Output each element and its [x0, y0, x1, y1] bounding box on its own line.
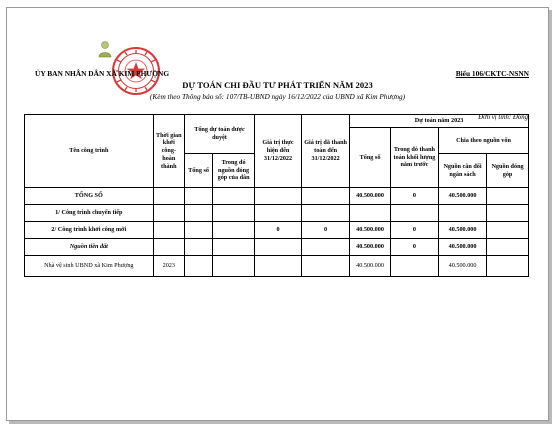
cell-name: 1/ Công trình chuyển tiếp	[25, 205, 154, 222]
cell-tdt-dan	[213, 205, 255, 222]
header-nguon-can-doi: Nguồn cân đối ngân sách	[439, 154, 487, 188]
cell-thuc-hien: 0	[255, 222, 302, 239]
cell-tdt-total	[184, 188, 212, 205]
header-tong-du-toan: Tổng dự toán được duyệt	[184, 115, 254, 154]
cell-time	[153, 222, 184, 239]
table-row	[25, 205, 529, 222]
cell-name: 2/ Công trình khởi công mới	[25, 222, 154, 239]
cell-dt-total: 40.500.000	[350, 222, 391, 239]
header-chia-theo-nguon: Chia theo nguồn vốn	[439, 128, 529, 154]
document-subtitle: (Kèm theo Thông báo số: 107/TB-UBND ngày 16/12/2022 của UBND xã Kim Phượng)	[149, 92, 406, 101]
cell-thuc-hien	[255, 256, 302, 277]
cell-time	[153, 188, 184, 205]
cell-tdt-dan	[213, 239, 255, 256]
cell-ncd: 40.500.000	[439, 188, 487, 205]
header-trong-do-dong-gop: Trong đó nguồn đóng góp của dân	[213, 154, 255, 188]
cell-dt-klnt: 0	[390, 239, 438, 256]
cell-time: 2023	[153, 256, 184, 277]
cell-thuc-hien	[255, 205, 302, 222]
cell-thanh-toan	[302, 188, 350, 205]
cell-name: Nguồn tiền đất	[25, 239, 154, 256]
cell-tdt-dan	[213, 222, 255, 239]
cell-dt-total: 40.500.000	[350, 239, 391, 256]
cell-ncd	[439, 205, 487, 222]
organization-name: ỦY BAN NHÂN DÂN XÃ KIM PHƯỢNG	[35, 69, 170, 78]
cell-dt-total	[350, 205, 391, 222]
form-code: Biểu 106/CKTC-NSNN	[455, 69, 529, 78]
table-row	[25, 256, 529, 277]
cell-thanh-toan	[302, 205, 350, 222]
cell-tdt-dan	[213, 188, 255, 205]
table-row	[25, 222, 529, 239]
header-gia-tri-thanh-toan: Giá trị đã thanh toán đến 31/12/2022	[302, 115, 350, 188]
cell-thanh-toan: 0	[302, 222, 350, 239]
cell-thanh-toan	[302, 239, 350, 256]
header-nguon-dong-gop: Nguồn đóng góp	[487, 154, 529, 188]
cell-ndg	[487, 188, 529, 205]
header-dt-trong-do: Trong đó thanh toán khối lượng năm trước	[390, 128, 438, 188]
cell-ndg	[487, 222, 529, 239]
cell-thuc-hien	[255, 239, 302, 256]
cell-dt-total: 40.500.000	[350, 188, 391, 205]
cell-dt-klnt	[390, 256, 438, 277]
cell-ndg	[487, 205, 529, 222]
header-tong-so: Tổng số	[184, 154, 212, 188]
cell-thuc-hien	[255, 188, 302, 205]
table-row	[25, 188, 529, 205]
cell-tdt-dan	[213, 256, 255, 277]
budget-table	[24, 114, 529, 277]
cell-name: TỔNG SỐ	[25, 188, 154, 205]
cell-dt-klnt: 0	[390, 222, 438, 239]
header-du-toan-2023: Dự toán năm 2023	[350, 115, 529, 128]
header-ten-cong-trinh: Tên công trình	[25, 115, 154, 188]
header-dt-tong-so: Tổng số	[350, 128, 391, 188]
cell-tdt-total	[184, 222, 212, 239]
cell-time	[153, 205, 184, 222]
cell-ncd: 40.500.000	[439, 239, 487, 256]
header-gia-tri-thuc-hien: Giá trị thực hiện đến 31/12/2022	[255, 115, 302, 188]
cell-ndg	[487, 239, 529, 256]
cell-dt-klnt: 0	[390, 188, 438, 205]
cell-dt-klnt	[390, 205, 438, 222]
header-thoi-gian: Thời gian khởi công-hoàn thành	[153, 115, 184, 188]
cell-dt-total: 40.500.000	[350, 256, 391, 277]
table-row	[25, 239, 529, 256]
cell-name: Nhà vệ sinh UBND xã Kim Phượng	[25, 256, 154, 277]
cell-thanh-toan	[302, 256, 350, 277]
cell-time	[153, 239, 184, 256]
cell-ndg	[487, 256, 529, 277]
cell-ncd: 40.500.000	[439, 256, 487, 277]
cell-ncd: 40.500.000	[439, 222, 487, 239]
cell-tdt-total	[184, 205, 212, 222]
cell-tdt-total	[184, 256, 212, 277]
cell-tdt-total	[184, 239, 212, 256]
document-title: DỰ TOÁN CHI ĐẦU TƯ PHÁT TRIỂN NĂM 2023	[182, 80, 373, 90]
unit-label: Đơn vị tính: Đồng	[478, 114, 528, 121]
